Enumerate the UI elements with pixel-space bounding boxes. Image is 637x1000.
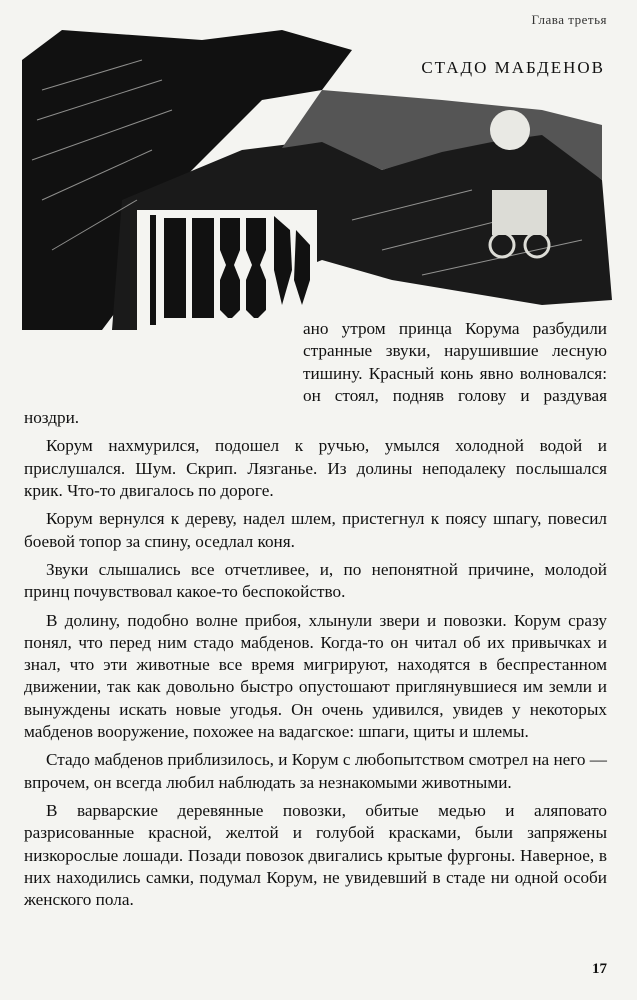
paragraph: В долину, подобно волне прибоя, хлынули звери и повозки. Корум сразу понял, что перед ним стадо мабденов. Когда-то он читал об их привычках и знал, что эти животные все время мигрируют, находятся в беспрестанном движении, так как довольно быстро опустошают приглянувшиеся им земли и вынуждены искать новые угодья. Он очень удивился, увидев у некоторых мабденов вооружение, похожее на вадагское: шпаги, щиты и шлемы. bbox=[24, 610, 607, 742]
paragraph: ано утром принца Корума разбудили странные звуки, нарушившие лесную тишину. Красный конь явно волновался: он стоял, подняв голову и раздувая ноздри. bbox=[24, 319, 607, 428]
chapter-title: СТАДО МАБДЕНОВ bbox=[417, 56, 609, 80]
drop-cap-space bbox=[0, 303, 303, 397]
paragraph: Корум вернулся к дереву, надел шлем, пристегнул к поясу шпагу, повесил боевой топор за спину, оседлал коня. bbox=[24, 509, 607, 551]
paragraph: Стадо мабденов приблизилось, и Корум с любопытством смотрел на него — впрочем, он всегда любил наблюдать за незнакомыми животными. bbox=[24, 750, 607, 792]
paragraph: В варварские деревянные повозки, обитые медью и аляповато разрисованные красной, желтой и голубой красками, были запряжены низкорослые лошади. Позади повозок двигались крытые фургоны. Наверное, в них находились самки, подумал Корум, не увидевший в стаде ни одной особи женского пола. bbox=[24, 800, 607, 910]
paragraph: Звуки слышались все отчетливее, и, по непонятной причине, молодой принц почувствовал какое-то беспокойство. bbox=[24, 559, 607, 602]
running-head: Глава третья bbox=[531, 12, 607, 27]
page-number: 17 bbox=[592, 961, 607, 977]
paragraph: Корум нахмурился, подошел к ручью, умылся холодной водой и прислушался. Шум. Скрип. Лязганье. Из долины неподалеку послышался крик. Что-то двигалось по дороге. bbox=[24, 436, 607, 501]
body-text bbox=[24, 318, 607, 911]
